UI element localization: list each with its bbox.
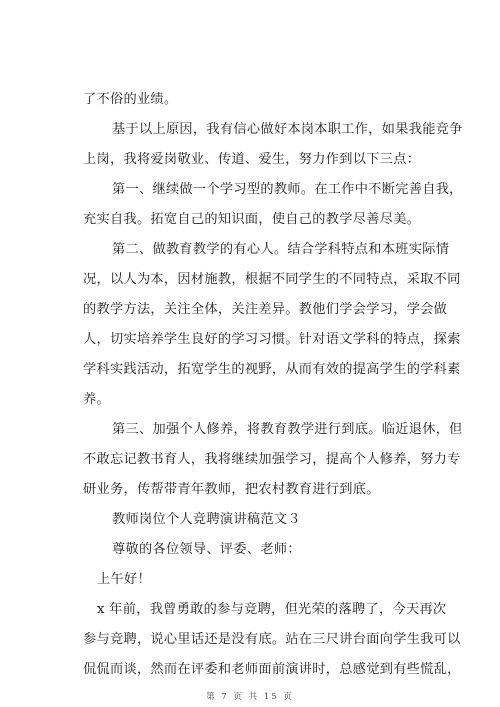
text-line: 上岗，我将爱岗敬业、传道、爱生，努力作到以下三点： [83, 152, 421, 167]
page-number-footer: 第 7 页 共 15 页 [206, 692, 294, 702]
text-line: 充实自我。拓宽自己的知识面，使自己的教学尽善尽美。 [83, 212, 421, 227]
text-line: 尊敬的各位领导、评委、老师： [112, 542, 301, 557]
text-line: 第二、做教育教学的有心人。结合学科特点和本班实际情 [112, 242, 450, 257]
section-title: 教师岗位个人竞聘演讲稿范文３ [112, 512, 301, 527]
text-line: 第一、继续做一个学习型的教师。在工作中不断完善自我， [112, 182, 463, 197]
text-line: 况，以人为本，因材施教，根据不同学生的不同特点，采取不同 [83, 272, 461, 287]
text-line: 养。 [83, 392, 110, 407]
text-line: 研业务，传帮带青年教师，把农村教育进行到底。 [83, 482, 380, 497]
text-line: 人，切实培养学生良好的学习习惯。针对语文学科的特点，探索 [83, 332, 461, 347]
text-line: 的教学方法，关注全体，关注差异。教他们学会学习，学会做 [83, 302, 448, 317]
text-line: 了不俗的业绩。 [83, 92, 178, 107]
text-line: 学科实践活动，拓宽学生的视野，从而有效的提高学生的学科素 [83, 362, 461, 377]
text-line: 基于以上原因，我有信心做好本岗本职工作，如果我能竞争 [112, 122, 463, 137]
text-line: 上午好！ [97, 572, 151, 587]
text-line: x 年前，我曾勇敢的参与竞聘，但光荣的落聘了，今天再次 [97, 602, 447, 617]
text-line: 第三、加强个人修养，将教育教学进行到底。临近退休，但 [112, 422, 463, 437]
text-line: 侃侃而谈，然而在评委和老师面前演讲时，总感觉到有些慌乱， [83, 662, 461, 677]
text-line: 参与竞聘，说心里话还是没有底。站在三尺讲台面向学生我可以 [83, 632, 461, 647]
text-line: 不敢忘记教书育人，我将继续加强学习，提高个人修养，努力专 [83, 452, 461, 467]
